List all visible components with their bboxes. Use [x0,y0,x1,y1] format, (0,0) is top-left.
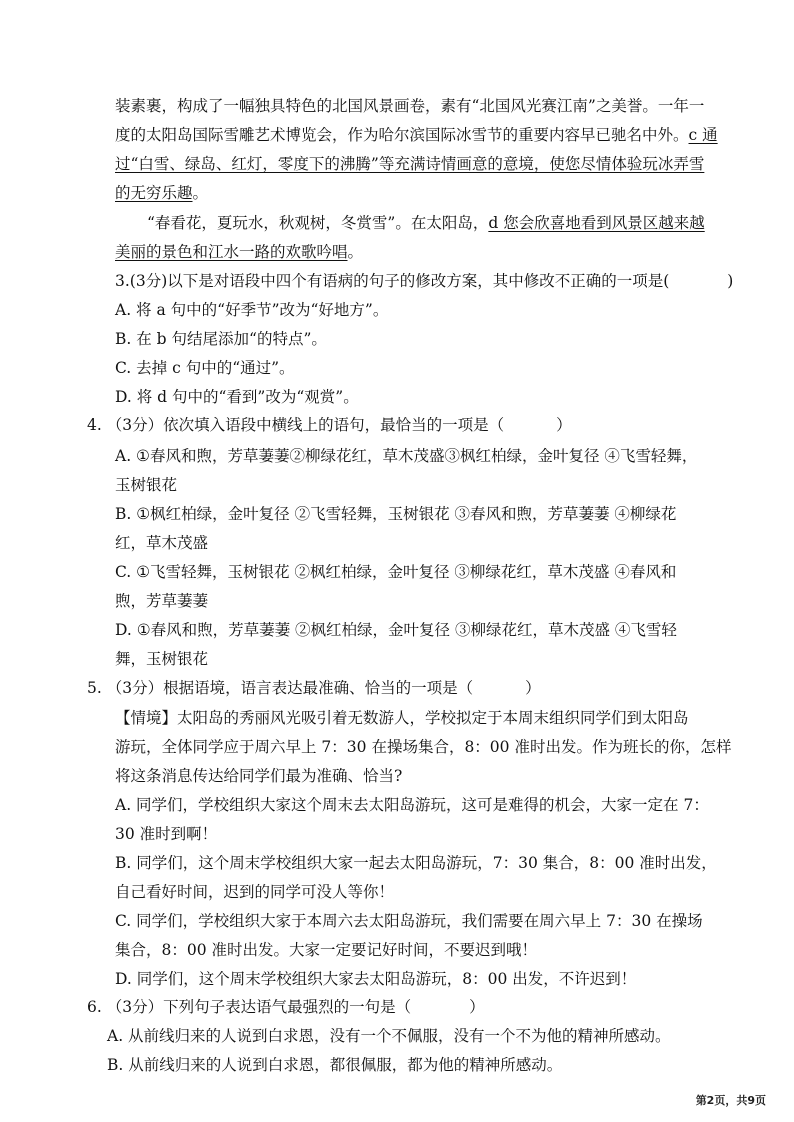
question-5-context: 游玩，全体同学应于周六早上 7：30 在操场集合，8：00 准时出发。作为班长的你，怎样 [115,738,732,756]
question-5-option-d: D. 同学们，这个周末学校组织大家去太阳岛游玩，8：00 出发，不许迟到！ [115,970,637,988]
question-text: ） [469,998,485,1016]
question-6-option-a: A. 从前线归来的人说到白求恩，没有一个不佩服，没有一个不为他的精神所感动。 [107,1027,671,1045]
question-4-option-c-cont: 煦，芳草萋萋 [115,592,209,610]
question-3-option-a: A. 将 a 句中的“好季节”改为“好地方”。 [115,301,389,319]
passage-line [115,91,704,122]
page-number: 第2页，共9页 [695,1094,766,1107]
passage-line [115,178,208,209]
question-5-context: 将这条消息传达给同学们最为准确、恰当? [115,767,403,785]
question-5-option-b-cont: 自己看好时间，迟到的同学可没人等你！ [115,883,395,901]
question-text: 6. （3分）下列句子表达语气最强烈的一句是（ [87,998,412,1016]
passage-text: 装素裹，构成了一幅独具特色的北国风景画卷，素有“北国风光赛江南”之美誉。一年一 [115,97,705,115]
question-3-option-b: B. 在 b 句结尾添加“的特点”。 [115,330,327,348]
passage-line [115,120,718,151]
question-4-stem [87,410,572,441]
question-4-option-c: C. ①飞雪轻舞，玉树银花 ②枫红柏绿，金叶复径 ③柳绿花红，草木茂盛 ④春风和 [115,563,677,581]
question-5-option-c-cont: 集合，8：00 准时出发。大家一定要记好时间，不要迟到哦！ [115,941,538,959]
passage-line [115,237,363,268]
question-4-option-d-cont: 舞，玉树银花 [115,650,209,668]
question-3-option-c: C. 去掉 c 句中的“通过”。 [115,359,295,377]
question-3-option-d: D. 将 d 句中的“看到”改为“观赏”。 [115,388,359,406]
question-text: 4. （3分）依次填入语段中横线上的语句，最恰当的一项是（ [87,416,505,434]
passage-text: 度的太阳岛国际雪雕艺术博览会，作为哈尔滨国际冰雪节的重要内容早已驰名中外。 [115,126,689,144]
question-5-option-a-cont: 30 准时到啊！ [115,825,218,843]
passage-text: 。 [192,184,209,202]
underlined-sentence-d: d 您会欣喜地看到风景区越来越 [488,214,705,232]
question-text: ） [525,679,541,697]
question-4-option-b: B. ①枫红柏绿，金叶复径 ②飞雪轻舞，玉树银花 ③春风和煦，芳草萋萋 ④柳绿花 [115,505,677,523]
question-5-option-a: A. 同学们，学校组织大家这个周末去太阳岛游玩，这可是难得的机会，大家一定在 7： [115,796,709,814]
underlined-sentence-c: 的无穷乐趣 [115,184,193,202]
underlined-sentence-c: 过“白雪、绿岛、红灯，零度下的沸腾”等充满诗情画意的意境，使您尽情体验玩冰弄雪 [115,155,705,173]
passage-line [115,149,704,180]
question-5-option-c: C. 同学们，学校组织大家于本周六去太阳岛游玩，我们需要在周六早上 7：30 在操场 [115,912,703,930]
question-text: 3.(3分)以下是对语段中四个有语病的句子的修改方案，其中修改不正确的一项是( [115,272,670,290]
question-text: ） [556,416,572,434]
question-4-option-a: A. ①春风和煦，芳草萋萋②柳绿花红，草木茂盛③枫红柏绿，金叶复径 ④飞雪轻舞， [115,447,698,465]
passage-text: 。 [347,243,364,261]
question-5-option-b: B. 同学们，这个周末学校组织大家一起去太阳岛游玩，7：30 集合，8：00 准时出发， [115,854,717,872]
question-6-stem [87,992,485,1023]
question-4-option-a-cont: 玉树银花 [115,476,178,494]
passage-line [147,208,705,239]
question-5-stem [87,673,541,704]
question-3-stem [115,266,733,297]
question-text: ) [727,272,734,290]
question-text: 5. （3分）根据语境，语言表达最准确、恰当的一项是（ [87,679,474,697]
question-5-context: 【情境】太阳岛的秀丽风光吸引着无数游人，学校拟定于本周末组织同学们到太阳岛 [115,709,689,727]
underlined-sentence-d: 美丽的景色和江水一路的欢歌吟唱 [115,243,348,261]
passage-text: “春看花，夏玩水，秋观树，冬赏雪”。在太阳岛， [147,214,489,232]
question-6-option-b: B. 从前线归来的人说到白求恩，都很佩服，都为他的精神所感动。 [107,1056,563,1074]
underlined-sentence-c: c 通 [688,126,718,144]
question-4-option-b-cont: 红，草木茂盛 [115,534,209,552]
question-4-option-d: D. ①春风和煦，芳草萋萋 ②枫红柏绿，金叶复径 ③柳绿花红，草木茂盛 ④飞雪轻 [115,621,677,639]
